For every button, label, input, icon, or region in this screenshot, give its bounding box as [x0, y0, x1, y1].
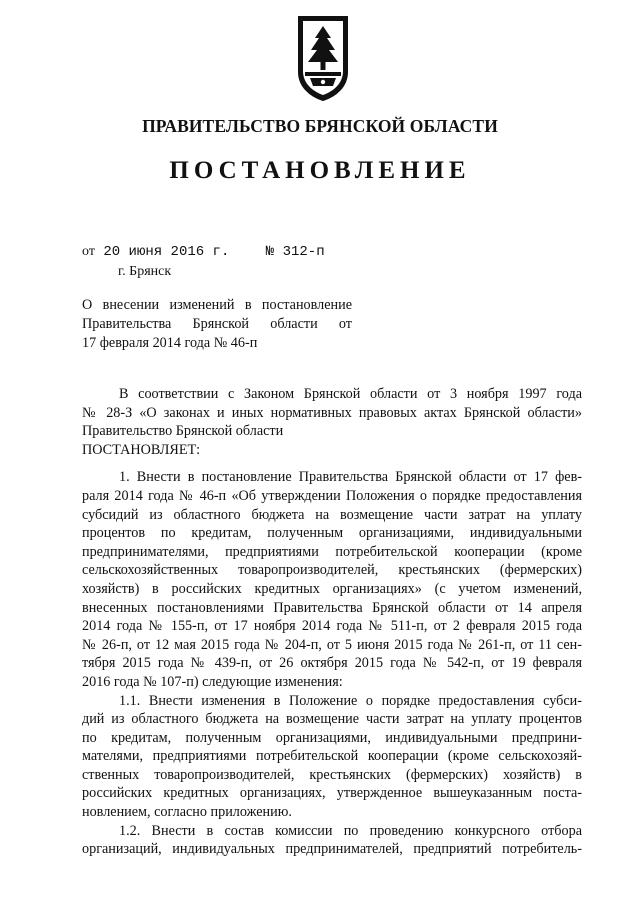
body-line: Правительство Брянской области — [82, 423, 284, 440]
document-body — [82, 385, 582, 859]
body-line: хозяйств) в российских кредитных организациях» (с учетом изменений, — [82, 580, 582, 597]
document-subject — [82, 296, 352, 353]
body-line: раля 2014 года № 46-п «Об утверждении Положения о порядке предоставления — [82, 487, 582, 504]
date-prefix: от — [82, 244, 95, 259]
body-line: 1. Внести в постановление Правительства Брянской области от 17 фев- — [119, 469, 582, 486]
body-line: 2016 года № 107-п) следующие изменения: — [82, 673, 343, 690]
body-line: дий из областного бюджета на возмещение части затрат на уплату процентов — [82, 711, 582, 728]
subject-line: Правительства Брянской области от — [82, 316, 352, 332]
subject-line: 17 февраля 2014 года № 46-п — [82, 335, 258, 351]
body-line: ПОСТАНОВЛЯЕТ: — [82, 441, 201, 458]
body-line: № 26-п, от 12 мая 2015 года № 204-п, от 5 июня 2015 года № 261-п, от 11 сен- — [82, 636, 582, 653]
document-date-line — [82, 244, 325, 260]
body-line: российских кредитных организациях, утвержденное вышеуказанным поста- — [82, 785, 582, 802]
body-line: 2014 года № 155-п, от 17 ноября 2014 года № 511-п, от 2 февраля 2015 года — [82, 618, 582, 635]
body-line: новлением, согласно приложению. — [82, 804, 292, 821]
document-date: 20 июня 2016 г. — [103, 244, 230, 260]
body-line: организаций, индивидуальных предпринимателей, предприятий потребитель- — [82, 841, 582, 858]
body-line: субсидий из областного бюджета на возмещение части затрат на уплату — [82, 506, 582, 523]
body-line: сельскохозяйственных товаропроизводителей, крестьянских (фермерских) — [82, 562, 582, 579]
body-line: предпринимателями, предприятиями потребительской кооперации (кроме — [82, 543, 582, 560]
subject-line: О внесении изменений в постановление — [82, 297, 352, 313]
document-number: № 312-п — [265, 244, 325, 260]
body-line: ственных товаропроизводителей, крестьянских (фермерских) хозяйств) в — [82, 766, 582, 783]
document-type-title: ПОСТАНОВЛЕНИЕ — [169, 157, 471, 184]
document-city: г. Брянск — [118, 264, 172, 279]
organization-title: ПРАВИТЕЛЬСТВО БРЯНСКОЙ ОБЛАСТИ — [142, 116, 498, 136]
body-line: по кредитам, полученным организациями, индивидуальными предприни- — [82, 729, 582, 746]
body-line: тября 2015 года № 439-п, от 26 октября 2015 года № 542-п, от 19 февраля — [82, 655, 582, 672]
body-line: внесенных постановлениями Правительства Брянской области от 14 апреля — [82, 599, 582, 616]
body-line: 1.1. Внести изменения в Положение о порядке предоставления субси- — [119, 692, 582, 709]
body-line: 1.2. Внести в состав комиссии по проведению конкурсного отбора — [119, 822, 582, 839]
coat-of-arms-emblem — [296, 14, 350, 102]
body-line: процентов по кредитам, полученным организациями, индивидуальными — [82, 525, 582, 542]
body-line: В соответствии с Законом Брянской области от 3 ноября 1997 года — [119, 386, 582, 402]
body-line: № 28-З «О законах и иных нормативных правовых актах Брянской области» — [82, 404, 582, 421]
body-line: мателями, предприятиями потребительской кооперации (кроме сельскохозяй- — [82, 748, 582, 765]
